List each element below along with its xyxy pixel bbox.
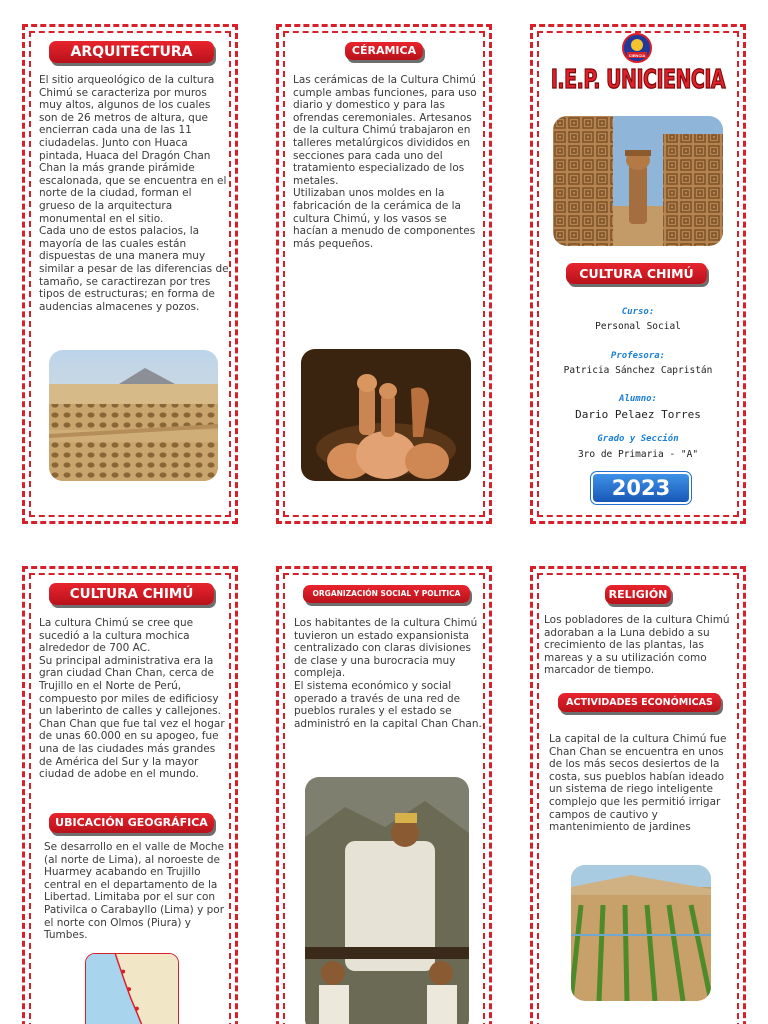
organizacion-paragraph-1: Los habitantes de la cultura Chimú tuvieron un estado expansionista centralizado con claras divisiones de clase y una burocracia muy compleja. [294, 617, 478, 680]
cultura-paragraph-1: La cultura Chimú se cree que sucedió a la cultura mochica alrededor de 700 AC. [39, 617, 194, 655]
heading-ceramica: CÉRAMICA [345, 42, 423, 60]
year-value: 2023 [611, 476, 671, 500]
panel-arquitectura [22, 24, 238, 524]
organizacion-paragraph-2: El sistema económico y social operado a través de una red de pueblos rurales y el estado se administró en la capital Chan Chan. [294, 679, 482, 730]
panel-organizacion [276, 566, 492, 1024]
cover-title: CULTURA CHIMÚ [566, 263, 707, 284]
curso-label: Curso: [621, 307, 655, 317]
profesora-value: Patricia Sánchez Capristán [563, 365, 713, 376]
school-logo-text: CIENCIA [628, 53, 646, 58]
panel-ceramica [276, 24, 492, 524]
school-logo [622, 33, 652, 63]
heading-cultura-chimu: CULTURA CHIMÚ [49, 583, 214, 605]
irrigation-fields-illustration [571, 865, 711, 1001]
panel-religion [530, 566, 746, 1024]
profesora-label: Profesora: [610, 351, 666, 361]
school-name: I.E.P. UNICIENCIA [550, 65, 726, 95]
panel-cover [530, 24, 746, 524]
alumno-value: Dario Pelaez Torres [575, 408, 701, 421]
heading-arquitectura: ARQUITECTURA [49, 41, 214, 63]
heading-actividades: ACTIVIDADES ECONÓMICAS [558, 693, 721, 712]
arquitectura-text [39, 74, 229, 313]
chimu-ceramic-vessel-photo [301, 349, 471, 481]
ceramica-text [293, 74, 483, 250]
heading-ubicacion: UBICACIÓN GEOGRÁFICA [49, 813, 214, 833]
alumno-label: Alumno: [619, 394, 657, 404]
heading-organizacion: ORGANIZACIÓN SOCIAL Y POLITICA [303, 585, 470, 603]
organizacion-text [294, 617, 484, 730]
chimu-nobles-diorama-photo [305, 777, 469, 1024]
chan-chan-ruins-photo [49, 350, 218, 481]
cultura-text [39, 617, 231, 781]
peru-coast-map [85, 953, 179, 1024]
heading-religion: RELIGIÓN [605, 585, 671, 604]
arquitectura-paragraph-2: Cada uno de estos palacios, la mayoría de las cuales están dispuestas de una manera muy similar a pesar de las diferencias de tamaño, se caractirezan por tres tipos de estructuras; en forma de audencias almacenes y pozos. [39, 225, 229, 313]
ubicacion-text: Se desarrollo en el valle de Moche (al norte de Lima), al noroeste de Huarmey acabando en Trujillo central en el departamento de la Libertad. Limitaba por el sur con Pativilca o Carabayllo (Lima) y por el norte con Olmos (Piura) y Tumbes. [44, 841, 225, 942]
grado-label: Grado y Sección [597, 434, 679, 444]
curso-value: Personal Social [595, 321, 681, 332]
cultura-paragraph-2: Su principal administrativa era la gran ciudad Chan Chan, cerca de Trujillo en el Norte de Perú, compuesto por miles de edificiosy un laberinto de calles y callejones. Chan Chan que fue tal vez el hogar de unas 60.000 en su apogeo, fue una de las ciudades más grandes de América del Sur y la mayor ciudad de adobe en el mundo. [39, 654, 225, 781]
year-badge [593, 474, 689, 502]
ceramica-paragraph-1: Las cerámicas de la Cultura Chimú cumple ambas funciones, para uso diario y domestico y para las ofrendas ceremoniales. Artesanos de la cultura Chimú trabajaron en talleres metalúrgicos divididos en secciones para cada uno del tratamiento especializado de los metales. [293, 74, 477, 187]
religion-text: Los pobladores de la cultura Chimú adoraban a la Luna debido a su crecimiento de las plantas, las mareas y a su utilización como marcador de tiempo. [544, 614, 730, 677]
actividades-text: La capital de la cultura Chimú fue Chan Chan se encuentra en unos de los más secos desiertos de la costa, sus pueblos habían ideado un sistema de riego inteligente complejo que les permitió irrigar campos de cautivo y mantenimiento de jardines [549, 733, 727, 834]
ceramica-paragraph-2: Utilizaban unos moldes en la fabricación de la cerámica de la cultura Chimú, y los vasos se hacían a menudo de componentes más pequeños. [293, 187, 476, 250]
grado-value: 3ro de Primaria - "A" [577, 449, 699, 460]
panel-cultura-chimu [22, 566, 238, 1024]
arquitectura-paragraph-1: El sitio arqueológico de la cultura Chimú se caracteriza por muros muy altos, algunos de los cuales son de 26 metros de altura, que encierran cada una de las 11 ciudadelas. Junto con Huaca pintada, Huaca del Dragón Chan Chan la más grande pirámide escalonada, que se encuentra en el norte de la ciudad, forman el grueso de la arquitectura monumental en el sitio. [39, 74, 227, 225]
chan-chan-idol-photo [553, 116, 723, 246]
